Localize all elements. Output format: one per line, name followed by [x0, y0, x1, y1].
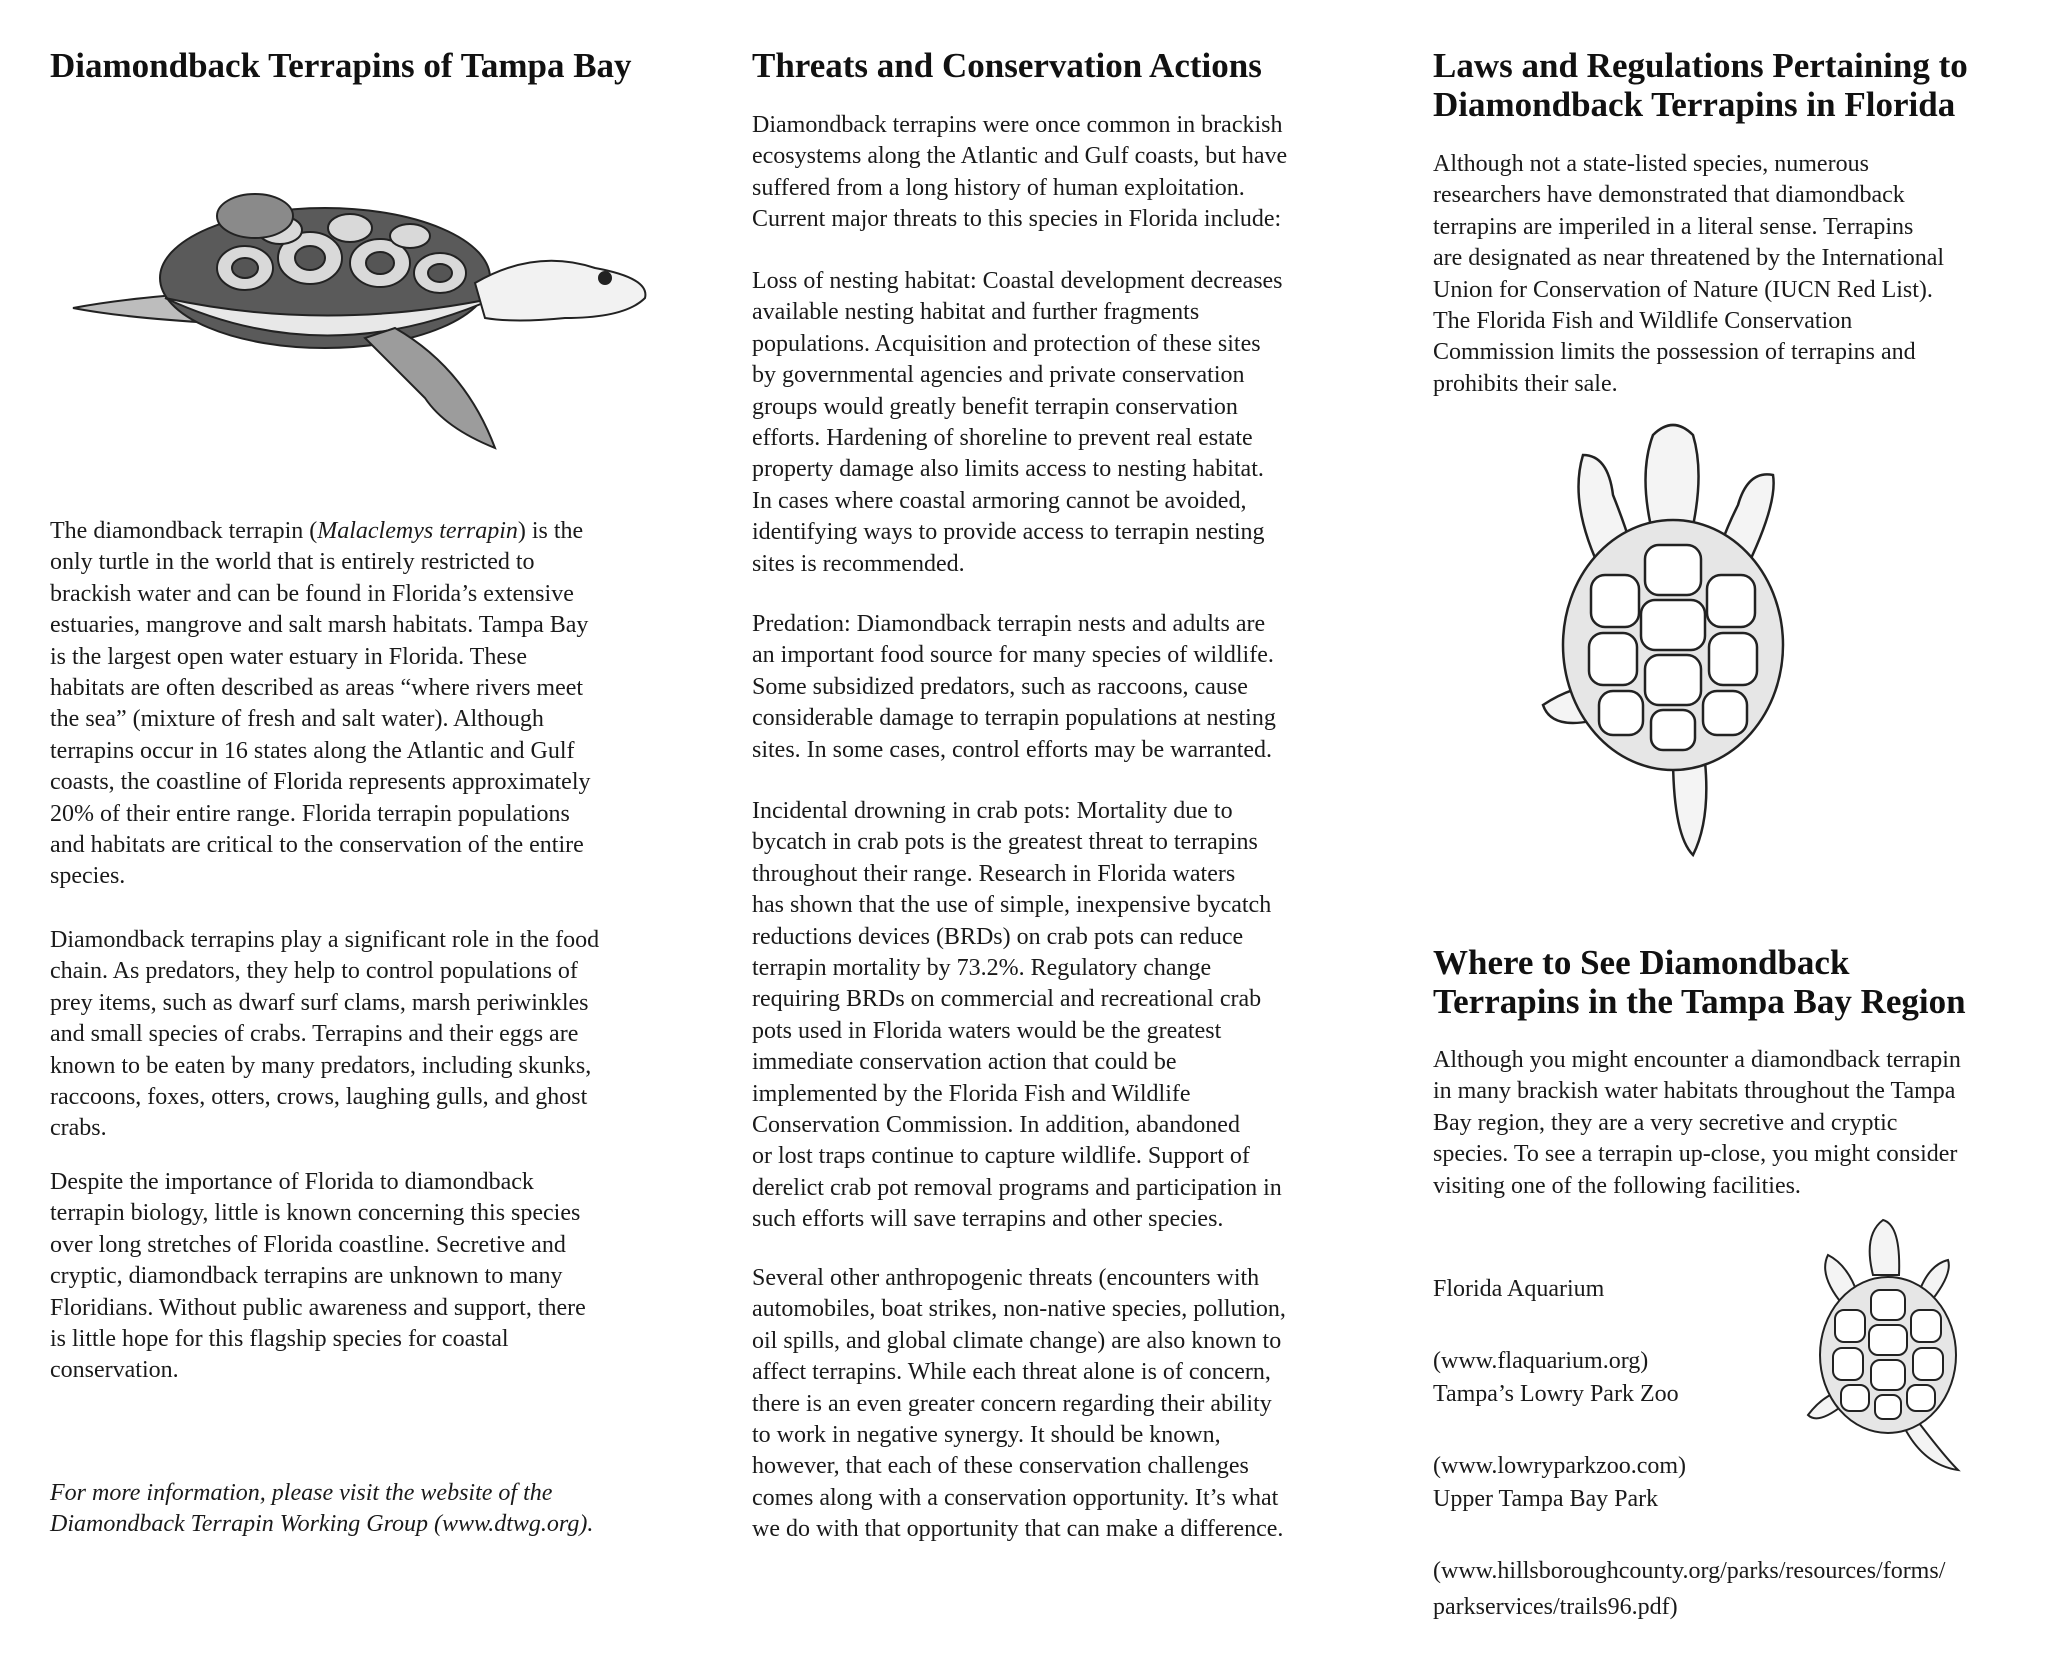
heading-terrapins-tampa-bay: Diamondback Terrapins of Tampa Bay — [50, 46, 632, 85]
nesting-habitat-paragraph: Loss of nesting habitat: Coastal development decreases available nesting habitat and further fragments populations. Acquisition and protection of these sites by governmental agencies and private conservation groups would greatly benefit terrapin conservation efforts. Hardening of shoreline to prevent real estate property damage also limits access to nesting habitat. In cases where coastal armoring cannot be avoided, identifying ways to provide access to terrapin nesting sites is recommended. — [752, 268, 1283, 577]
crab-pots-paragraph: Incidental drowning in crab pots: Mortality due to bycatch in crab pots is the greatest threat to terrapins throughout their range. Research in Florida waters has shown that the use of simple, inexpensive bycatch reductions devices (BRDs) on crab pots can reduce terrapin mortality by 73.2%. Regulatory change requiring BRDs on commercial and recreational crab pots used in Florida waters would be the greatest immediate conservation action that could be implemented by the Florida Fish and Wildlife Conservation Commission. In addition, abandoned or lost traps continue to capture wildlife. Support of derelict crab pot removal programs and participation in such efforts will save terrapins and other species. — [752, 798, 1282, 1233]
facility-upper-tampa-bay-park — [1433, 1445, 2033, 1661]
where-paragraph: Although you might encounter a diamondback terrapin in many brackish water habitats throughout the Tampa Bay region, they are a very secretive and cryptic species. To see a terrapin up-close, you might consider visiting one of the following facilities. — [1433, 1047, 1961, 1199]
heading-laws-regulations: Laws and Regulations Pertaining to Diamondback Terrapins in Florida — [1433, 46, 1968, 124]
terrapin-top-view-illustration — [1533, 415, 1813, 865]
intro-text-rest: ) is the only turtle in the world that is entirely restricted to brackish water and can be found in Florida’s extensive estuaries, mangrove and salt marsh habitats. Tampa Bay is the largest open water estuary in Florida. These habitats are often described as areas “where rivers meet the sea” (mixture of fresh and salt water). Although terrapins occur in 16 states along the Atlantic and Gulf coasts, the coastline of Florida represents approximately 20% of their entire range. Florida terrapin populations and habitats are critical to the conservation of the entire species. — [50, 518, 591, 890]
facility-name: Upper Tampa Bay Park — [1433, 1486, 1659, 1512]
food-chain-paragraph: Diamondback terrapins play a significant role in the food chain. As predators, they help to control populations of prey items, such as dwarf surf clams, marsh periwinkles and small species of crabs. Terrapins and their eggs are known to be eaten by many predators, including skunks, raccoons, foxes, otters, crows, laughing gulls, and ghost crabs. — [50, 927, 600, 1142]
facility-name: Tampa’s Lowry Park Zoo — [1433, 1381, 1679, 1407]
predation-paragraph: Predation: Diamondback terrapin nests and adults are an important food source for many species of wildlife. Some subsidized predators, such as raccoons, cause considerable damage to terrapin populations at nesting sites. In some cases, control efforts may be warranted. — [752, 611, 1276, 763]
intro-paragraph — [50, 516, 660, 893]
heading-where-to-see: Where to See Diamondback Terrapins in the Tampa Bay Region — [1433, 943, 1966, 1021]
small-terrapin-illustration — [1803, 1215, 1983, 1475]
facility-name: Florida Aquarium — [1433, 1276, 1605, 1302]
other-threats-paragraph: Several other anthropogenic threats (encounters with automobiles, boat strikes, non-native species, pollution, oil spills, and global climate change) are also known to affect terrapins. While each threat alone is of concern, there is an even greater concern regarding their ability to work in negative synergy. It should be known, however, that each of these conservation challenges comes along with a conservation opportunity. It’s what we do with that opportunity that can make a difference. — [752, 1265, 1286, 1543]
species-name: Malaclemys terrapin — [317, 518, 518, 544]
facility-link[interactable]: (www.lowryparkzoo.com) — [1433, 1453, 1687, 1479]
heading-threats-conservation: Threats and Conservation Actions — [752, 46, 1262, 85]
facility-link[interactable]: (www.hillsboroughcounty.org/parks/resources/forms/ parkservices/trails96.pdf) — [1433, 1558, 1946, 1620]
facility-link[interactable]: (www.flaquarium.org) — [1433, 1348, 1649, 1374]
laws-paragraph: Although not a state-listed species, numerous researchers have demonstrated that diamondback terrapins are imperiled in a literal sense. Terrapins are designated as near threatened by the International Union for Conservation of Nature (IUCN Red List). The Florida Fish and Wildlife Conservation Commission limits the possession of terrapins and prohibits their sale. — [1433, 151, 1945, 397]
threats-intro-paragraph: Diamondback terrapins were once common in brackish ecosystems along the Atlantic and Gulf coasts, but have suffered from a long history of human exploitation. Current major threats to this species in Florida include: — [752, 112, 1288, 233]
swimming-terrapin-illustration — [65, 158, 665, 458]
more-info-footer: For more information, please visit the website of the Diamondback Terrapin Working Group (www.dtwg.org). — [50, 1480, 594, 1538]
awareness-paragraph: Despite the importance of Florida to diamondback terrapin biology, little is known concerning this species over long stretches of Florida coastline. Secretive and cryptic, diamondback terrapins are unknown to many Floridians. Without public awareness and support, there is little hope for this flagship species for coastal conservation. — [50, 1169, 586, 1384]
intro-text-start: The diamondback terrapin ( — [50, 518, 318, 544]
